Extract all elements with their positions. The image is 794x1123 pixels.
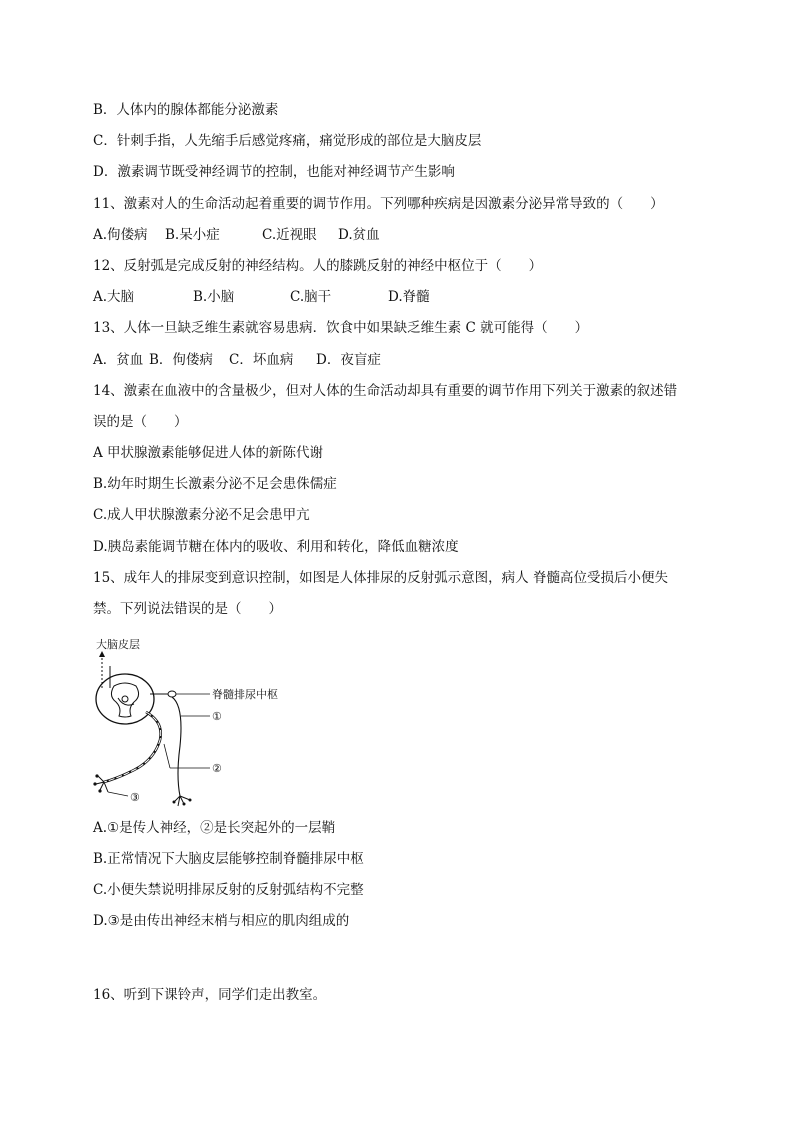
q16-stem: 16、听到下课铃声，同学们走出教室。 [93,987,327,1003]
afferent-nerve [172,697,181,796]
receptor-endings [174,796,190,806]
q13-option-a: A．贫血 [93,352,144,368]
ending-dot [98,789,101,792]
efferent-nerve [104,712,161,782]
q11-options [93,225,734,245]
q13-options [93,350,734,370]
q11-stem: 11、激素对人的生命活动起着重要的调节作用。下列哪种疾病是因激素分泌异常导致的（ ） [93,196,664,212]
gray-matter [111,683,138,717]
q12-options [93,287,734,307]
q10-option-c: C．针刺手指，人先缩手后感觉疼痛，痛觉形成的部位是大脑皮层 [93,133,482,149]
q11-option-b: B.呆小症 [165,227,220,243]
central-canal [122,696,128,702]
arrow-head-icon [99,651,105,657]
q14-option-a: A 甲状腺激素能够促进人体的新陈代谢 [93,445,324,461]
q15-option-d: D.③是由传出神经末梢与相应的肌肉组成的 [93,913,350,929]
q15-stem-line-2: 禁。下列说法错误的是（ ） [93,601,282,617]
q15-option-c: C.小便失禁说明排尿反射的反射弧结构不完整 [93,882,364,898]
q11-option-c: C.近视眼 [262,227,317,243]
q10-option-b: B．人体内的腺体都能分泌激素 [93,102,279,118]
ending-dot [183,803,186,806]
q14-option-c: C.成人甲状腺激素分泌不足会患甲亢 [93,507,310,523]
ending-dot [95,774,98,777]
label-1: ① [212,710,222,723]
q14-stem-line-2: 误的是（ ） [93,414,188,430]
q12-option-d: D.脊髓 [388,289,430,305]
ganglion [168,691,176,697]
ending-dot [173,801,176,804]
q14-stem-line-1: 14、激素在血液中的含量极少，但对人体的生命活动却具有重要的调节作用下列关于激素的叙述错 [93,383,678,399]
q13-stem: 13、人体一旦缺乏维生素就容易患病．饮食中如果缺乏维生素 C 就可能得（ ） [93,320,589,336]
label-2: ② [212,762,222,775]
q13-option-d: D．夜盲症 [316,352,381,368]
q14-option-b: B.幼年时期生长激素分泌不足会患侏儒症 [93,476,337,492]
ending-dot [189,799,192,802]
label-3: ③ [130,791,140,804]
q15-option-b: B.正常情况下大脑皮层能够控制脊髓排尿中枢 [93,851,364,867]
center-label: 脊髓排尿中枢 [212,688,278,701]
q13-option-c: C．坏血病 [229,352,294,368]
label-2-leader-curve [164,744,170,768]
q11-option-a: A.佝偻病 [93,227,148,243]
q13-option-b: B．佝偻病 [149,352,213,368]
q15-stem-line-1: 15、成年人的排尿变到意识控制，如图是人体排尿的反射弧示意图，病人 脊髓高位受损后小便失 [93,570,668,586]
label-3-leader-line [108,792,128,796]
q10-option-d: D．激素调节既受神经调节的控制，也能对神经调节产生影响 [93,164,455,180]
q11-option-d: D.贫血 [338,227,380,243]
q12-stem: 12、反射弧是完成反射的神经结构。人的膝跳反射的神经中枢位于（ ） [93,258,543,274]
q15-option-a: A.①是传人神经，②是长突起外的一层鞘 [93,820,336,836]
q12-option-c: C.脑干 [290,289,332,305]
q12-option-b: B.小脑 [193,289,235,305]
q12-option-a: A.大脑 [93,289,135,305]
reflex-arc-diagram [88,636,298,811]
effector-endings [96,776,108,792]
cortex-label: 大脑皮层 [96,638,140,651]
q14-option-d: D.胰岛素能调节糖在体内的吸收、利用和转化，降低血糖浓度 [93,539,459,555]
ending-dot [93,782,96,785]
